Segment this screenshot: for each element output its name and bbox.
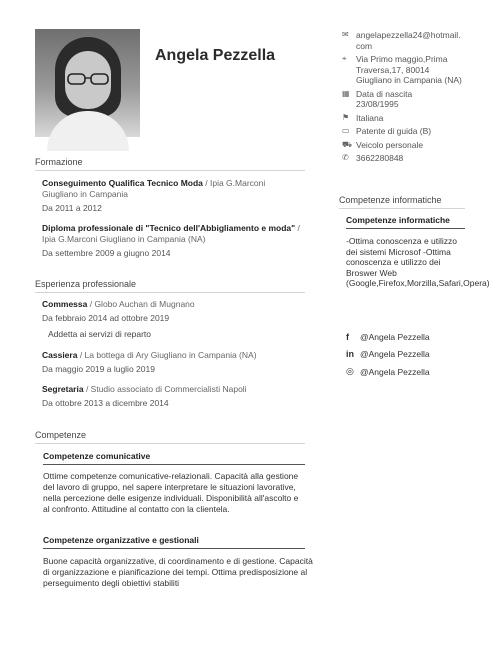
contact-email[interactable]: ✉ angelapezzella24@hotmail.com [342, 30, 461, 51]
subsection-title-organizzative: Competenze organizzative e gestionali [43, 535, 199, 545]
calendar-icon: ▦ [342, 88, 350, 98]
divider [35, 443, 305, 444]
person-name: Angela Pezzella [155, 47, 276, 64]
linkedin-icon: in [346, 349, 354, 359]
car-icon: ⛟ [342, 139, 353, 149]
section-title-competenze: Competenze [35, 430, 87, 440]
formazione-item-2: Diploma professionale di "Tecnico dell'Abbigliamento e moda" / Ipia G.Marconi Giugliano in Campania (NA) Da settembre 2009 a giugno 2014 [42, 223, 300, 258]
esperienza-item-1: Commessa / Globo Auchan di Mugnano Da febbraio 2014 ad ottobre 2019 Addetta ai servizi di reparto [42, 299, 195, 339]
social-facebook[interactable]: f @Angela Pezzella [346, 332, 430, 342]
competenze-organizzative-text: Buone capacità organizzative, di coordinamento e di gestione. Capacità di organizzazione e pianificazione dei tempi. Ottima predisposizione al perseguimento degli obiettivi stabiliti [43, 556, 313, 588]
informatiche-text: -Ottima conoscenza e utilizzo dei sistemi Microsof -Ottima conoscenza e utilizzo dei Broswer Web (Google,Firefox,Morzilla,Safari,Opera) [346, 236, 490, 288]
contact-birth: ▦ Data di nascita 23/08/1995 [342, 88, 413, 109]
envelope-icon: ✉ [342, 30, 349, 39]
contact-phone[interactable]: ✆ 3662280848 [342, 153, 404, 163]
divider [43, 464, 305, 465]
facebook-icon: f [346, 332, 349, 342]
contact-address: ⌖ Via Primo maggio,Prima Traversa,17, 80014 Giugliano in Campania (NA) [342, 54, 462, 85]
map-pin-icon: ⌖ [342, 54, 347, 63]
competenze-comunicative-text: Ottime competenze comunicative-relazionali. Capacità alla gestione del lavoro di gruppo, nel sapere interpretare le situazioni lavorative, nella percezione delle esigenze individuali. Disponibilità all'ascolto e al confronto. Attitudine al contatto con la clientela. [43, 471, 299, 514]
esperienza-item-2: Cassiera / La bottega di Ary Giugliano in Campania (NA) Da maggio 2019 a luglio 2019 [42, 350, 257, 374]
subsection-title-comunicative: Competenze comunicative [43, 451, 151, 461]
esperienza-item-3: Segretaria / Studio associato di Commercialisti Napoli Da ottobre 2013 a dicembre 2014 [42, 384, 247, 408]
instagram-icon: ◎ [346, 366, 354, 376]
social-instagram[interactable]: ◎ @Angela Pezzella [346, 366, 430, 377]
divider [339, 208, 465, 209]
subsection-title-informatiche: Competenze informatiche [346, 215, 450, 225]
divider [35, 292, 305, 293]
formazione-item-1: Conseguimento Qualifica Tecnico Moda / Ipia G.Marconi Giugliano in Campania Da 2011 a 2012 [42, 178, 266, 213]
contact-list [342, 30, 462, 167]
flag-icon: ⚑ [342, 112, 350, 122]
license-icon: ▭ [342, 126, 350, 135]
divider [346, 228, 465, 229]
divider [35, 170, 305, 171]
divider [43, 548, 305, 549]
contact-license: ▭ Patente di guida (B) [342, 126, 432, 136]
profile-photo [35, 29, 140, 137]
social-linkedin[interactable]: in @Angela Pezzella [346, 349, 430, 359]
contact-nationality: ⚑ Italiana [342, 112, 384, 123]
section-title-esperienza: Esperienza professionale [35, 279, 137, 289]
phone-icon: ✆ [342, 153, 349, 162]
contact-vehicle: ⛟ Veicolo personale [342, 139, 424, 150]
section-title-informatiche: Competenze informatiche [339, 195, 442, 205]
section-title-formazione: Formazione [35, 157, 83, 167]
